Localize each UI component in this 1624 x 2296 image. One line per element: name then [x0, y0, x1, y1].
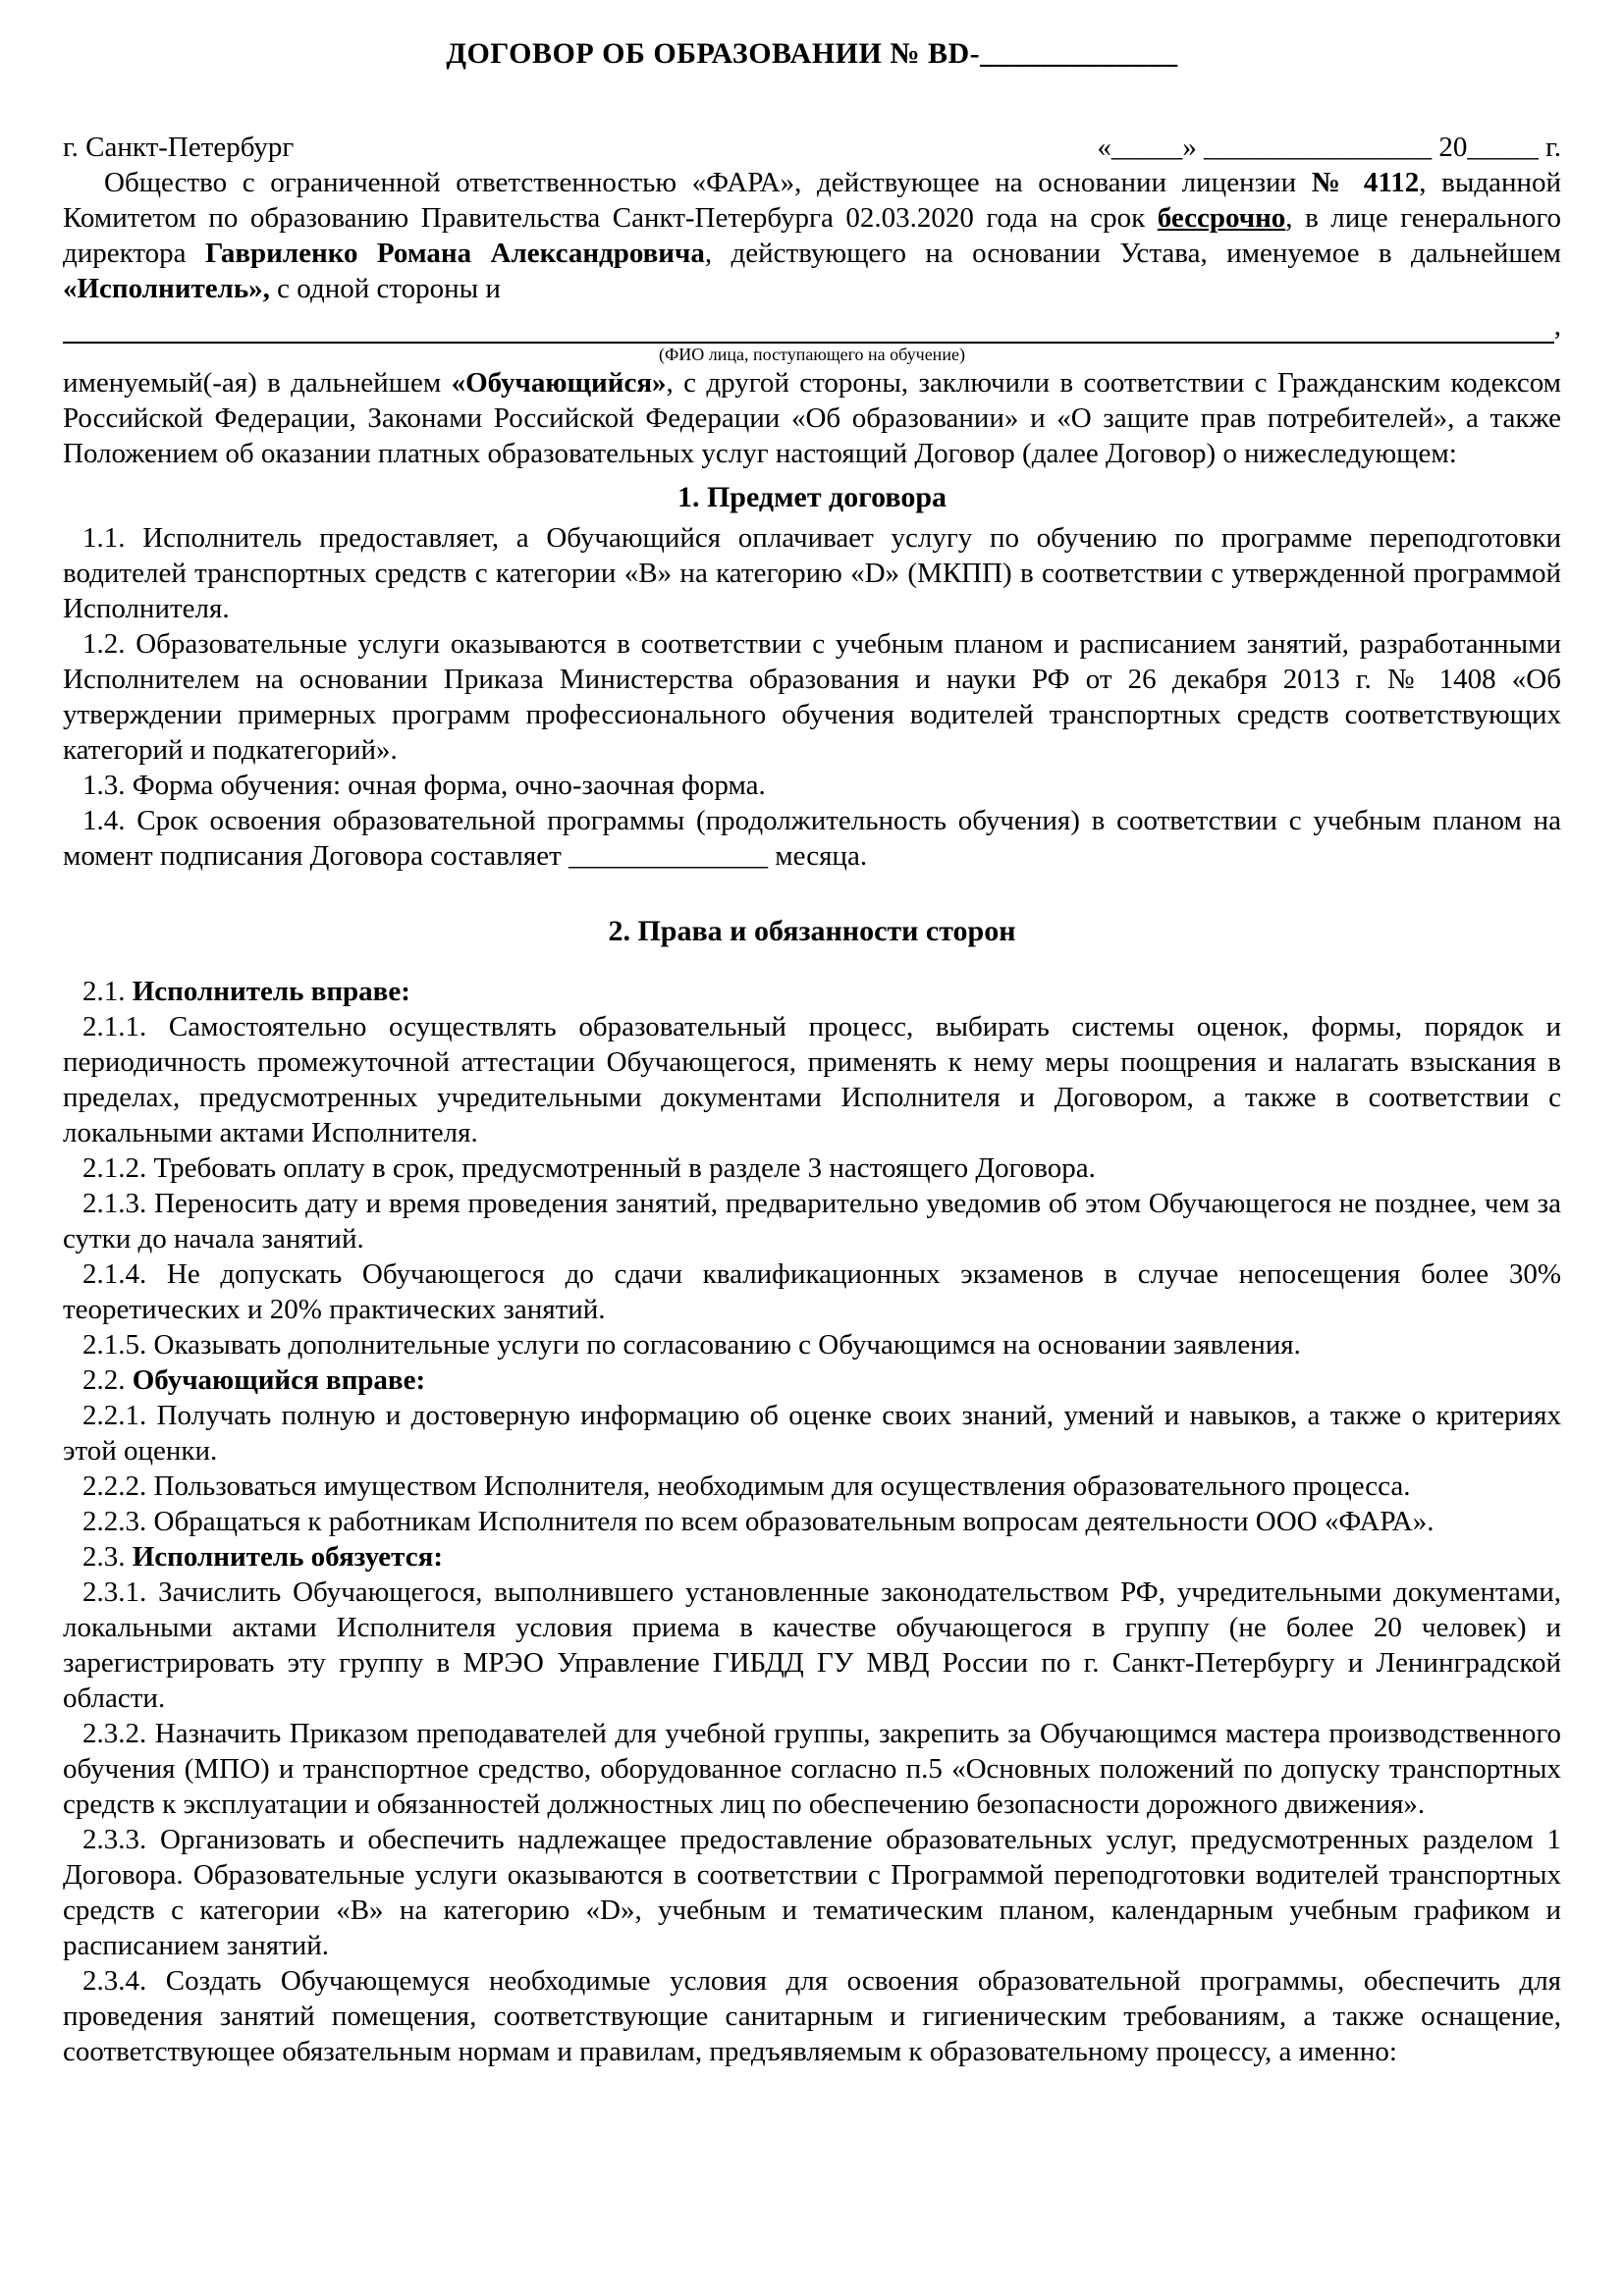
clause-1-3: 1.3. Форма обучения: очная форма, очно-заочная форма.	[82, 770, 766, 801]
clause-2-3-3: 2.3.3. Организовать и обеспечить надлежащее предоставление образовательных услуг, предусмотренных разделом 1 Договора. Образовательные услуги оказываются в соответствии с Программой переподготовки водителей транспортных средств с категории «В» на категорию «D», учебным и тематическим планом, календарным учебным графиком и расписанием занятий.	[63, 1824, 1561, 1961]
clause-2-1-5: 2.1.5. Оказывать дополнительные услуги по согласованию с Обучающимся на основании заявления.	[82, 1329, 1301, 1361]
fio-caption: (ФИО лица, поступающего на обучение)	[659, 345, 965, 364]
clause-1-1: 1.1. Исполнитель предоставляет, а Обучающийся оплачивает услугу по обучению по программе переподготовки водителей транспортных средств с категории «В» на категорию «D» (МКПП) в соответствии с утвержденной программой Исполнителя.	[63, 522, 1561, 624]
clause-2-3-1: 2.3.1. Зачислить Обучающегося, выполнившего установленные законодательством РФ, учредительными документами, локальными актами Исполнителя условия приема в качестве обучающегося в группу (не более 20 человек) и зарегистрировать эту группу в МРЭО Управление ГИБДД ГУ МВД России по г. Санкт-Петербургу и Ленинградской области.	[63, 1576, 1561, 1714]
text-run: , в лице генерального директора	[63, 202, 1561, 269]
city-label: г. Санкт-Петербург	[63, 132, 295, 163]
text-run: ,	[1553, 310, 1561, 342]
clause-number: 2.1.	[82, 976, 133, 1007]
clause-2-2-3: 2.2.3. Обращаться к работникам Исполнителя по всем образовательным вопросам деятельности ООО «ФАРА».	[82, 1506, 1435, 1537]
text-run: Общество с ограниченной ответственностью «ФАРА», действующее на основании лицензии	[104, 167, 1312, 198]
clause-2-1-heading	[63, 974, 1561, 1009]
clause-2-2-heading	[63, 1362, 1561, 1398]
section-1-heading: 1. Предмет договора	[677, 481, 947, 513]
party2-paragraph	[63, 365, 1561, 471]
text-run: с одной стороны и	[269, 273, 501, 304]
text-run: именуемый(-ая) в дальнейшем	[63, 367, 452, 399]
license-term: бессрочно	[1157, 202, 1286, 234]
date-blank: «_____» ________________ 20_____ г.	[1097, 132, 1561, 163]
clause-label: Исполнитель вправе:	[132, 976, 410, 1007]
clause-label: Обучающийся вправе:	[132, 1364, 426, 1396]
clause-2-3-2: 2.3.2. Назначить Приказом преподавателей для учебной группы, закрепить за Обучающимся мастера производственного обучения (МПО) и транспортное средство, оборудованное согласно п.5 «Основных положений по допуску транспортных средств к эксплуатации и обязанностей должностных лиц по обеспечению безопасности дорожного движения».	[63, 1718, 1561, 1820]
text-run: , действующего на основании Устава, именуемое в дальнейшем	[704, 238, 1562, 269]
clause-2-1-1: 2.1.1. Самостоятельно осуществлять образовательный процесс, выбирать системы оценок, формы, порядок и периодичность промежуточной аттестации Обучающегося, применять к нему меры поощрения и налагать взыскания в пределах, предусмотренных учредительными документами Исполнителя и Договором, а также в соответствии с локальными актами Исполнителя.	[63, 1011, 1561, 1148]
party-student-label: «Обучающийся»	[451, 367, 667, 399]
student-name-line	[63, 306, 1561, 344]
clause-1-4: 1.4. Срок освоения образовательной программы (продолжительность обучения) в соответствии с учебным планом на момент подписания Договора составляет ______________ месяца.	[63, 805, 1561, 872]
clause-2-2-2: 2.2.2. Пользоваться имуществом Исполнителя, необходимым для осуществления образовательного процесса.	[82, 1470, 1411, 1502]
clause-number: 2.2.	[82, 1364, 133, 1396]
section-2-heading: 2. Права и обязанности сторон	[608, 915, 1016, 947]
clause-label: Исполнитель обязуется:	[132, 1541, 443, 1573]
clause-2-1-4: 2.1.4. Не допускать Обучающегося до сдачи квалификационных экзаменов в случае непосещения более 30% теоретических и 20% практических занятий.	[63, 1258, 1561, 1325]
party-executor-label: «Исполнитель»,	[63, 273, 270, 304]
signature-blank-line	[63, 314, 1554, 344]
document-title: ДОГОВОР ОБ ОБРАЗОВАНИИ № BD-_____________	[446, 37, 1178, 70]
text-run: , выданной Комитетом по образованию Правительства Санкт-Петербурга 02.03.2020 года на срок	[63, 167, 1561, 234]
preamble-paragraph	[63, 165, 1561, 306]
city-date-row	[63, 130, 1561, 165]
text-run: , с другой стороны, заключили в соответствии с Гражданским кодексом Российской Федерации, Законами Российской Федерации «Об образовании» и «О защите прав потребителей», а также Положением об оказании платных образовательных услуг настоящий Договор (далее Договор) о нижеследующем:	[63, 367, 1561, 469]
clause-number: 2.3.	[82, 1541, 133, 1573]
clause-2-3-4: 2.3.4. Создать Обучающемуся необходимые условия для освоения образовательной программы, обеспечить для проведения занятий помещения, соответствующие санитарным и гигиеническим требованиям, а также оснащение, соответствующее обязательным нормам и правилам, предъявляемым к образовательному процессу, а именно:	[63, 1965, 1561, 2067]
clause-2-1-3: 2.1.3. Переносить дату и время проведения занятий, предварительно уведомив об этом Обучающегося не позднее, чем за сутки до начала занятий.	[63, 1188, 1561, 1255]
clause-2-1-2: 2.1.2. Требовать оплату в срок, предусмотренный в разделе 3 настоящего Договора.	[82, 1152, 1096, 1184]
clause-2-3-heading	[63, 1539, 1561, 1575]
director-name: Гавриленко Романа Александровича	[204, 238, 705, 269]
clause-1-2: 1.2. Образовательные услуги оказываются в соответствии с учебным планом и расписанием занятий, разработанными Исполнителем на основании Приказа Министерства образования и науки РФ от 26 декабря 2013 г. № 1408 «Об утверждении примерных программ профессионального обучения водителей транспортных средств соответствующих категорий и подкатегорий».	[63, 628, 1561, 766]
license-number: № 4112	[1311, 167, 1420, 198]
clause-2-2-1: 2.2.1. Получать полную и достоверную информацию об оценке своих знаний, умений и навыков, а также о критериях этой оценки.	[63, 1400, 1561, 1467]
